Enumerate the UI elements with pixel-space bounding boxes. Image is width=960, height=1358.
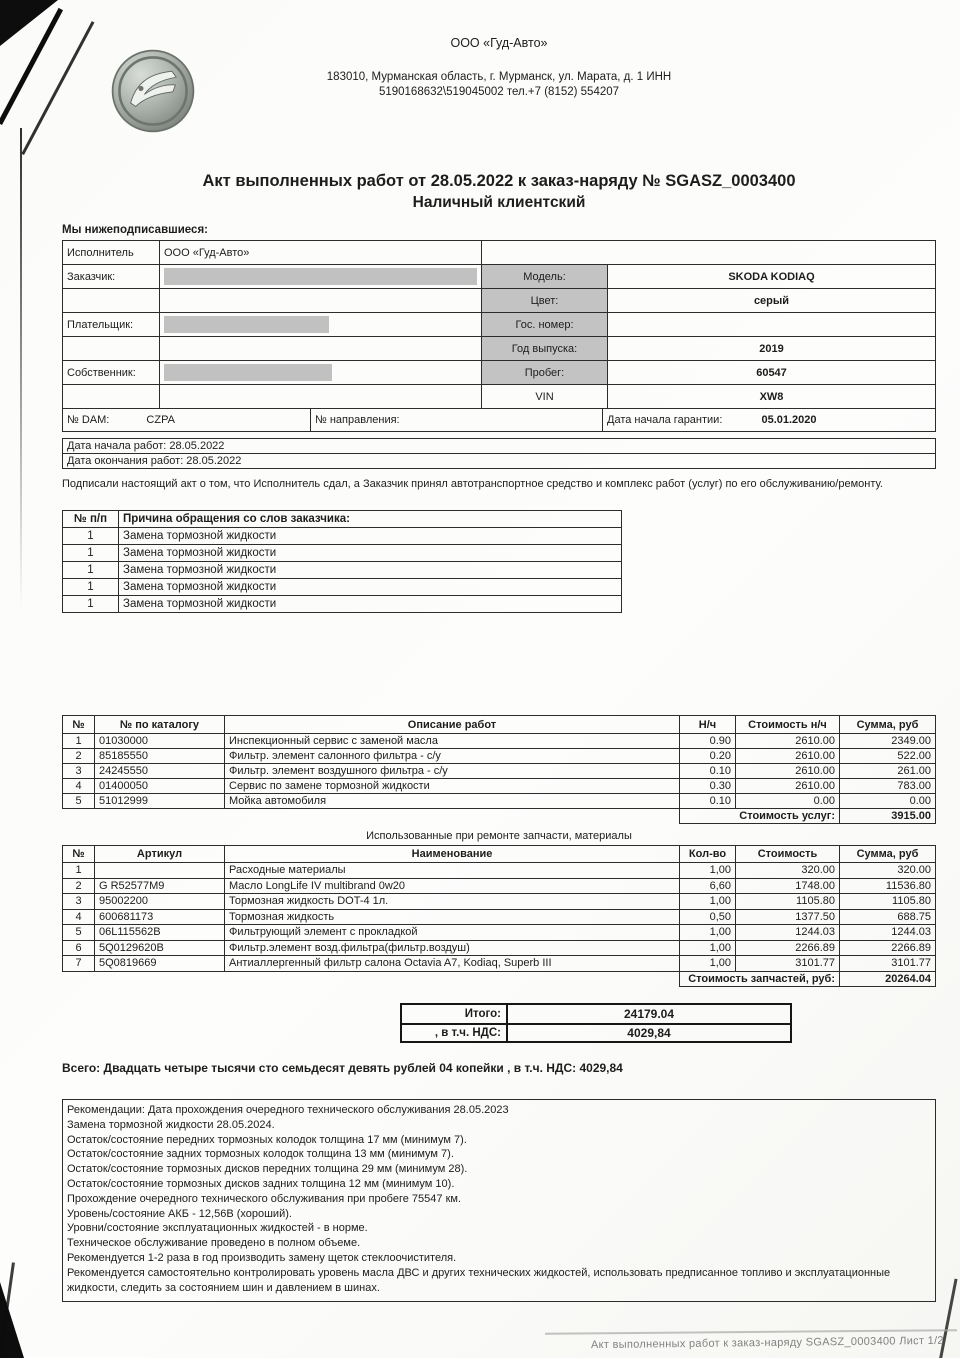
cell-name: Расходные материалы — [225, 863, 680, 879]
empty-cell — [63, 337, 160, 361]
owner-label: Собственник: — [63, 361, 160, 385]
cell-art: 95002200 — [95, 894, 225, 910]
footer-page-label: Акт выполненных работ к заказ-наряду SGASZ_0003400 Лист 1/2 — [591, 1334, 945, 1352]
empty-cell — [160, 385, 482, 409]
work-start-date: Дата начала работ: 28.05.2022 — [62, 438, 936, 454]
table-row — [63, 863, 936, 879]
empty-cell — [482, 241, 936, 265]
reason-num: 1 — [63, 562, 119, 579]
cell-num: 7 — [63, 956, 95, 972]
table-row — [63, 337, 936, 361]
cell-num: 1 — [63, 863, 95, 879]
warranty-label: Дата начала гарантии: — [607, 414, 723, 426]
cell-num: 2 — [63, 749, 95, 764]
cell-num: 5 — [63, 794, 95, 809]
color-label: Цвет: — [482, 289, 608, 313]
works-total-label: Стоимость услуг: — [680, 809, 840, 824]
works-header-num: № — [63, 716, 95, 734]
reason-text: Замена тормозной жидкости — [119, 528, 622, 545]
parts-header-name: Наименование — [225, 846, 680, 863]
parts-header-num: № — [63, 846, 95, 863]
cell-sum: 1105.80 — [840, 894, 936, 910]
cell-num: 2 — [63, 878, 95, 894]
work-end-date: Дата окончания работ: 28.05.2022 — [62, 453, 936, 469]
table-row — [63, 846, 936, 863]
works-header-code: № по каталогу — [95, 716, 225, 734]
warranty-cell — [603, 409, 936, 432]
table-row — [63, 749, 936, 764]
reason-text: Замена тормозной жидкости — [119, 596, 622, 613]
cell-name: Фильтрующий элемент с прокладкой — [225, 925, 680, 941]
table-row — [63, 779, 936, 794]
cell-num: 4 — [63, 909, 95, 925]
parts-total-label: Стоимость запчастей, руб: — [680, 971, 840, 987]
cell-sum: 3101.77 — [840, 956, 936, 972]
cell-desc: Фильтр. элемент воздушного фильтра - с/у — [225, 764, 680, 779]
recommendation-line: Остаток/состояние тормозных дисков передних толщина 29 мм (минимум 28). — [67, 1163, 468, 1176]
cell-art — [95, 863, 225, 879]
signatories-label: Мы нижеподписавшиеся: — [62, 224, 208, 236]
recommendation-line: Техническое обслуживание проведено в полном объеме. — [67, 1237, 361, 1250]
cell-sum: 522.00 — [840, 749, 936, 764]
table-row — [63, 265, 936, 289]
cell-sum: 261.00 — [840, 764, 936, 779]
cell-rate: 2610.00 — [736, 734, 840, 749]
recommendation-line: Рекомендации: Дата прохождения очередного технического обслуживания 28.05.2023 — [67, 1104, 509, 1116]
cell-name: Антиаллергенный фильтр салона Octavia A7, Kodiaq, Superb III — [225, 956, 680, 972]
cell-art: 5Q0819669 — [95, 956, 225, 972]
table-row — [63, 794, 936, 809]
cell-sum: 11536.80 — [840, 878, 936, 894]
recommendations-box — [62, 1099, 936, 1302]
parts-total-value: 20264.04 — [840, 971, 936, 987]
cell-sum: 2349.00 — [840, 734, 936, 749]
table-row — [63, 562, 622, 579]
table-row — [63, 596, 622, 613]
total-value: 24179.04 — [623, 1007, 675, 1021]
parts-header-art: Артикул — [95, 846, 225, 863]
table-row — [63, 241, 936, 265]
vat-label: , в т.ч. НДС: — [402, 1025, 508, 1041]
reason-num: 1 — [63, 579, 119, 596]
cell-desc: Сервис по замене тормозной жидкости — [225, 779, 680, 794]
cell-qty: 1,00 — [680, 956, 736, 972]
direction-label: № направления: — [311, 409, 603, 432]
parts-table — [62, 845, 936, 987]
table-row — [63, 956, 936, 972]
cell-hours: 0.10 — [680, 794, 736, 809]
vat-value: 4029,84 — [627, 1026, 671, 1040]
company-name: ООО «Гуд-Авто» — [450, 36, 548, 50]
parts-header-price: Стоимость — [736, 846, 840, 863]
address-line-1: 183010, Мурманская область, г. Мурманск, ул. Марата, д. 1 ИНН — [326, 71, 672, 83]
cell-desc: Инспекционный сервис с заменой масла — [225, 734, 680, 749]
works-header-desc: Описание работ — [225, 716, 680, 734]
table-row — [63, 716, 936, 734]
cell-hours: 0.30 — [680, 779, 736, 794]
table-row — [63, 809, 936, 824]
executor-value: ООО «Гуд-Авто» — [160, 241, 482, 265]
cell-qty: 1,00 — [680, 894, 736, 910]
recommendation-line: Остаток/состояние задних тормозных колодок толщина 13 мм (минимум 7). — [67, 1148, 454, 1161]
empty-cell — [63, 385, 160, 409]
year-label: Год выпуска: — [482, 337, 608, 361]
total-row — [402, 1005, 790, 1023]
year-value: 2019 — [608, 337, 936, 361]
model-label: Модель: — [482, 265, 608, 289]
cell-price: 2266.89 — [736, 940, 840, 956]
works-table — [62, 715, 936, 824]
table-row — [63, 894, 936, 910]
company-address — [62, 70, 936, 100]
customer-value — [160, 265, 482, 289]
reason-text: Замена тормозной жидкости — [119, 545, 622, 562]
recommendation-line: Остаток/состояние передних тормозных колодок толщина 17 мм (минимум 7). — [67, 1133, 467, 1146]
total-label: Итого: — [402, 1005, 508, 1023]
cell-name: Фильтр.элемент возд.фильтра(фильтр.воздуш) — [225, 940, 680, 956]
cell-qty: 1,00 — [680, 863, 736, 879]
cell-num: 5 — [63, 925, 95, 941]
table-row — [63, 545, 622, 562]
vat-row — [402, 1023, 790, 1041]
reason-text: Замена тормозной жидкости — [119, 579, 622, 596]
dam-label: № DAM: — [67, 414, 110, 426]
recommendation-line: Рекомендуется 1-2 раза в год производить замену щеток стеклоочистителя. — [67, 1251, 457, 1264]
table-row — [63, 385, 936, 409]
cell-name: Тормозная жидкость — [225, 909, 680, 925]
cell-sum: 783.00 — [840, 779, 936, 794]
works-header-rate: Стоимость н/ч — [736, 716, 840, 734]
cell-rate: 2610.00 — [736, 779, 840, 794]
document-subtitle: Наличный клиентский — [412, 194, 586, 211]
cell-name: Тормозная жидкость DOT-4 1л. — [225, 894, 680, 910]
payer-label: Плательщик: — [63, 313, 160, 337]
reasons-table — [62, 510, 622, 613]
reason-col-text-header: Причина обращения со слов заказчика: — [119, 511, 622, 528]
cell-num: 1 — [63, 734, 95, 749]
table-row — [63, 528, 622, 545]
cell-qty: 6,60 — [680, 878, 736, 894]
parts-header-qty: Кол-во — [680, 846, 736, 863]
cell-art: 5Q0129620B — [95, 940, 225, 956]
table-row — [63, 909, 936, 925]
cell-rate: 2610.00 — [736, 764, 840, 779]
cell-desc: Фильтр. элемент салонного фильтра - с/у — [225, 749, 680, 764]
mileage-label: Пробег: — [482, 361, 608, 385]
recommendation-line: Уровни/состояние эксплуатационных жидкостей - в норме. — [67, 1222, 368, 1235]
model-value: SKODA KODIAQ — [608, 265, 936, 289]
color-value: серый — [608, 289, 936, 313]
cell-desc: Мойка автомобиля — [225, 794, 680, 809]
cell-price: 1748.00 — [736, 878, 840, 894]
info-table — [62, 240, 936, 409]
works-header-hours: Н/ч — [680, 716, 736, 734]
parts-section-title: Использованные при ремонте запчасти, материалы — [366, 830, 632, 842]
redaction-bar — [164, 364, 332, 381]
signed-note: Подписали настоящий акт о том, что Исполнитель сдал, а Заказчик принял автотранспортное средство и комплекс работ (услуг) по его обслуживанию/ремонту. — [62, 478, 883, 490]
customer-label: Заказчик: — [63, 265, 160, 289]
cell-price: 320.00 — [736, 863, 840, 879]
cell-sum: 0.00 — [840, 794, 936, 809]
table-row — [63, 971, 936, 987]
cell-hours: 0.20 — [680, 749, 736, 764]
cell-price: 1377.50 — [736, 909, 840, 925]
cell-num: 3 — [63, 764, 95, 779]
table-row — [63, 313, 936, 337]
cell-name: Масло LongLife IV multibrand 0w20 — [225, 878, 680, 894]
cell-num: 3 — [63, 894, 95, 910]
info-table-bottom-row — [62, 408, 936, 432]
plate-value — [608, 313, 936, 337]
cell-hours: 0.10 — [680, 764, 736, 779]
recommendation-line: Замена тормозной жидкости 28.05.2024. — [67, 1118, 275, 1131]
table-row — [63, 734, 936, 749]
cell-price: 3101.77 — [736, 956, 840, 972]
cell-code: 01030000 — [95, 734, 225, 749]
table-row — [63, 409, 936, 432]
cell-sum: 320.00 — [840, 863, 936, 879]
owner-value — [160, 361, 482, 385]
table-row — [63, 289, 936, 313]
cell-qty: 0,50 — [680, 909, 736, 925]
plate-label: Гос. номер: — [482, 313, 608, 337]
cell-code: 85185550 — [95, 749, 225, 764]
cell-code: 24245550 — [95, 764, 225, 779]
cell-sum: 2266.89 — [840, 940, 936, 956]
footer-divider — [545, 1329, 957, 1335]
cell-qty: 1,00 — [680, 925, 736, 941]
redaction-bar — [164, 316, 329, 333]
table-row — [63, 579, 622, 596]
table-row — [63, 878, 936, 894]
redaction-bar — [164, 268, 477, 285]
recommendation-line: Рекомендуется самостоятельно контролировать уровень масла ДВС и других технических жидкостей, использовать предписанное топливо и эксплуатационные жидкости, следить за состоянием шин и давлением в шинах. — [67, 1266, 891, 1294]
table-row — [63, 925, 936, 941]
cell-code: 01400050 — [95, 779, 225, 794]
reason-num: 1 — [63, 596, 119, 613]
payer-value — [160, 313, 482, 337]
table-row — [63, 511, 622, 528]
totals-box — [400, 1003, 792, 1043]
parts-header-sum: Сумма, руб — [840, 846, 936, 863]
reason-col-num-header: № п/п — [63, 511, 119, 528]
reason-num: 1 — [63, 545, 119, 562]
empty-cell — [63, 971, 680, 987]
empty-cell — [160, 289, 482, 313]
address-line-2: 5190168632\519045002 тел.+7 (8152) 554207 — [378, 86, 620, 98]
warranty-value: 05.01.2020 — [761, 414, 817, 426]
recommendation-line: Остаток/состояние тормозных дисков задних толщина 12 мм (минимум 10). — [67, 1177, 455, 1190]
cell-code: 51012999 — [95, 794, 225, 809]
document-title: Акт выполненных работ от 28.05.2022 к заказ-наряду № SGASZ_0003400 — [202, 172, 796, 190]
table-row — [63, 940, 936, 956]
reason-num: 1 — [63, 528, 119, 545]
mileage-value: 60547 — [608, 361, 936, 385]
executor-label: Исполнитель — [63, 241, 160, 265]
cell-art: 600681173 — [95, 909, 225, 925]
amount-in-words: Всего: Двадцать четыре тысячи сто семьдесят девять рублей 04 копейки , в т.ч. НДС: 4029,84 — [62, 1061, 623, 1075]
works-total-value: 3915.00 — [840, 809, 936, 824]
cell-num: 6 — [63, 940, 95, 956]
recommendation-line: Уровень/состояние АКБ - 12,56В (хороший). — [67, 1207, 292, 1220]
cell-qty: 1,00 — [680, 940, 736, 956]
reason-text: Замена тормозной жидкости — [119, 562, 622, 579]
cell-sum: 1244.03 — [840, 925, 936, 941]
cell-art: G R52577M9 — [95, 878, 225, 894]
cell-num: 4 — [63, 779, 95, 794]
cell-art: 06L115562B — [95, 925, 225, 941]
dam-value: CZPA — [146, 414, 175, 426]
cell-rate: 0.00 — [736, 794, 840, 809]
works-header-sum: Сумма, руб — [840, 716, 936, 734]
cell-hours: 0.90 — [680, 734, 736, 749]
cell-rate: 2610.00 — [736, 749, 840, 764]
vin-label: VIN — [482, 385, 608, 409]
vin-value: XW8 — [608, 385, 936, 409]
cell-price: 1244.03 — [736, 925, 840, 941]
table-row — [63, 361, 936, 385]
scan-artifact — [20, 128, 22, 608]
table-row — [63, 764, 936, 779]
cell-sum: 688.75 — [840, 909, 936, 925]
empty-cell — [160, 337, 482, 361]
cell-price: 1105.80 — [736, 894, 840, 910]
empty-cell — [63, 809, 680, 824]
dam-cell — [63, 409, 311, 432]
recommendation-line: Прохождение очередного технического обслуживания при пробеге 75547 км. — [67, 1192, 461, 1205]
empty-cell — [63, 289, 160, 313]
